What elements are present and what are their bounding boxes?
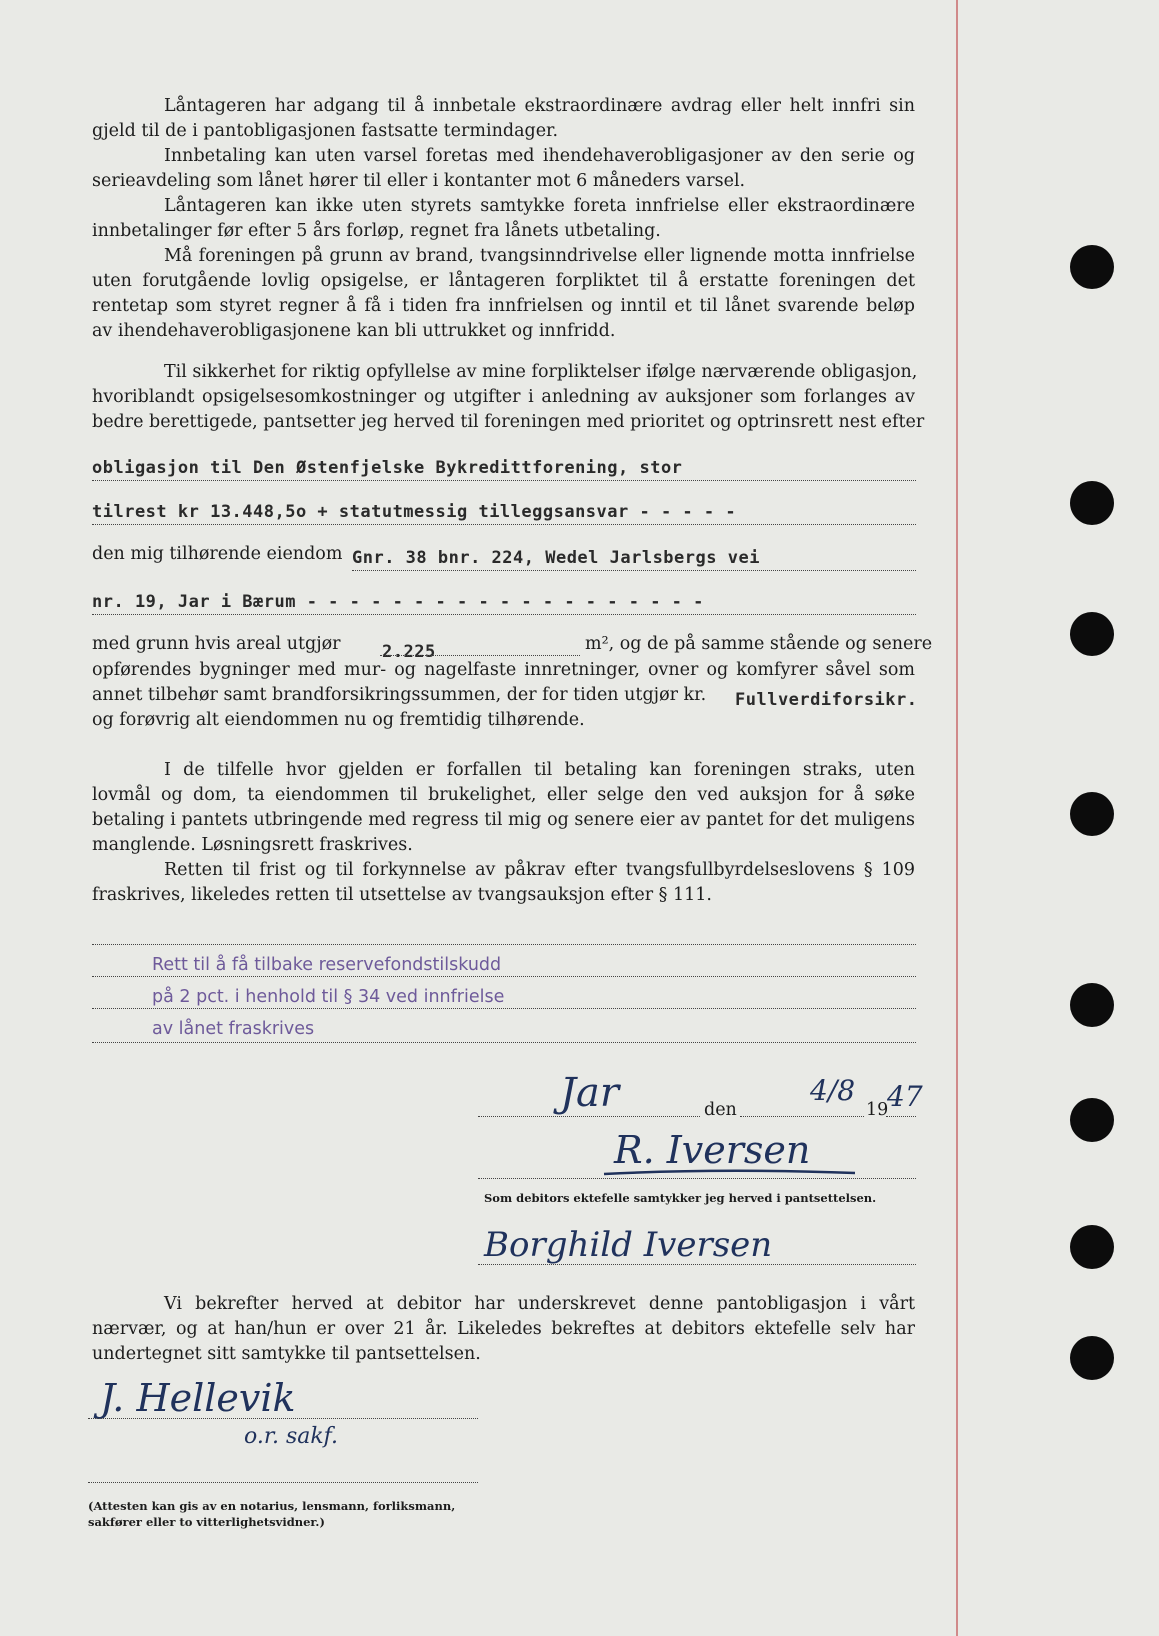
punch-hole xyxy=(1070,481,1114,525)
text-line: Innbetaling kan uten varsel foretas med ihendehaverobligasjoner av den serie og xyxy=(164,146,915,166)
dotted-fill-line xyxy=(478,1264,916,1265)
note-line: sakfører eller to vitterlighetsvidner.) xyxy=(88,1515,325,1529)
dotted-fill-line xyxy=(88,1418,478,1419)
text-line: nærvær, og at han/hun er over 21 år. Likeledes bekreftes at debitors ektefelle selv har xyxy=(92,1319,915,1339)
punch-hole xyxy=(1070,1098,1114,1142)
margin-rule xyxy=(956,0,958,1636)
text-line: gjeld til de i pantobligasjonen fastsatte termindager. xyxy=(92,121,559,141)
typed-area-value: 2.225 xyxy=(382,642,436,662)
dotted-fill-line xyxy=(352,570,916,571)
punch-hole xyxy=(1070,1225,1114,1269)
stamp-line: Rett til å få tilbake reservefondstilskudd xyxy=(152,955,502,975)
date-den-label: den xyxy=(704,1100,737,1120)
dotted-fill-line xyxy=(740,1116,864,1117)
text-line: Låntageren kan ikke uten styrets samtykke foreta innfrielse eller ekstraordinære xyxy=(164,196,915,216)
dotted-fill-line xyxy=(92,1008,916,1009)
attest-note xyxy=(88,1498,455,1530)
text-line: innbetalinger før efter 5 års forløp, regnet fra lånets utbetaling. xyxy=(92,221,661,241)
spouse-signature: Borghild Iversen xyxy=(484,1225,773,1265)
paragraph-default-remedies xyxy=(92,758,915,858)
typed-insurance-value: Fullverdiforsikr. xyxy=(735,690,918,710)
area-unit-text: m², og de på samme stående og senere xyxy=(585,634,933,654)
stamp-line: av lånet fraskrives xyxy=(152,1019,315,1039)
text-line: og forøvrig alt eiendommen nu og fremtidig tilhørende. xyxy=(92,710,585,730)
text-line: rentetap som styret regner å få i tiden fra innfrielsen og inntil et til lånet svarende beløp xyxy=(92,296,915,316)
reserve-fund-stamp xyxy=(152,949,504,1045)
dotted-fill-line xyxy=(88,1482,478,1483)
debtor-signature: R. Iversen xyxy=(614,1128,811,1172)
punch-hole xyxy=(1070,792,1114,836)
witness-signature: J. Hellevik xyxy=(100,1376,296,1420)
typed-prior-obligation-line1: obligasjon til Den Østenfjelske Bykredittforening, stor xyxy=(92,458,683,478)
text-line: Vi bekrefter herved at debitor har underskrevet denne pantobligasjon i vårt xyxy=(164,1294,915,1314)
text-line: fraskrives, likeledes retten til utsettelse av tvangsauksjon efter § 111. xyxy=(92,885,712,905)
punch-hole xyxy=(1070,612,1114,656)
property-label: den mig tilhørende eiendom xyxy=(92,544,343,564)
dotted-fill-line xyxy=(92,614,916,615)
spouse-consent-text: Som debitors ektefelle samtykker jeg herved i pantsettelsen. xyxy=(484,1191,877,1205)
text-line: uten forutgående lovlig opsigelse, er låntageren forpliktet til å erstatte foreningen det xyxy=(92,271,915,291)
dotted-fill-line xyxy=(478,1116,700,1117)
paragraph-property-remainder xyxy=(92,708,915,733)
text-line: undertegnet sitt samtykke til pantsettelsen. xyxy=(92,1344,481,1364)
typed-prior-obligation-line2: tilrest kr 13.448,5o + statutmessig tilleggsansvar - - - - - xyxy=(92,502,737,522)
dotted-fill-line xyxy=(92,976,916,977)
paragraph-witness-confirmation xyxy=(92,1292,915,1367)
punch-hole xyxy=(1070,1336,1114,1380)
note-line: (Attesten kan gis av en notarius, lensmann, forliksmann, xyxy=(88,1499,456,1513)
typed-property-line1: Gnr. 38 bnr. 224, Wedel Jarlsbergs vei xyxy=(352,548,760,568)
text-line: hvoriblandt opsigelsesomkostninger og utgifter i anledning av auksjoner som forlanges av xyxy=(92,387,915,407)
paragraph-interest-loss xyxy=(92,244,915,344)
text-line: Låntageren har adgang til å innbetale ekstraordinære avdrag eller helt innfri sin xyxy=(164,96,915,116)
paragraph-extraordinary-payments xyxy=(92,94,915,144)
stamp-line: på 2 pct. i henhold til § 34 ved innfrielse xyxy=(152,987,505,1007)
dotted-fill-line xyxy=(478,1178,916,1179)
typed-property-line2: nr. 19, Jar i Bærum - - - - - - - - - - - - - - - - - - - xyxy=(92,592,704,612)
signature-year: 47 xyxy=(887,1080,923,1113)
text-line: Må foreningen på grunn av brand, tvangsinndrivelse eller lignende motta innfrielse xyxy=(164,246,915,266)
punch-hole xyxy=(1070,245,1114,289)
text-line: Til sikkerhet for riktig opfyllelse av mine forpliktelser ifølge nærværende obligasjon, xyxy=(164,362,918,382)
paragraph-security-pledge xyxy=(92,360,925,435)
text-line: serieavdeling som lånet hører til eller i kontanter mot 6 måneders varsel. xyxy=(92,171,746,191)
dotted-fill-line xyxy=(92,944,916,945)
paragraph-board-consent xyxy=(92,194,915,244)
witness-title: o.r. sakf. xyxy=(244,1424,339,1449)
dotted-fill-line xyxy=(92,480,916,481)
dotted-fill-line xyxy=(92,524,916,525)
text-line: I de tilfelle hvor gjelden er forfallen til betaling kan foreningen straks, uten xyxy=(164,760,915,780)
text-line: betaling i pantets utbringende med regress til mig og senere eier av pantet for det muligens xyxy=(92,810,915,830)
dotted-fill-line xyxy=(380,655,580,656)
text-line: annet tilbehør samt brandforsikringssummen, der for tiden utgjør kr. xyxy=(92,685,707,705)
text-line: bedre berettigede, pantsetter jeg herved til foreningen med prioritet og optrinsrett nest efter xyxy=(92,412,925,432)
signature-date: 4/8 xyxy=(810,1074,856,1107)
text-line: av ihendehaverobligasjonene kan bli uttrukket og innfridd. xyxy=(92,321,616,341)
text-line: lovmål og dom, ta eiendommen til brukelighet, eller selge den ved auksjon for å søke xyxy=(92,785,915,805)
paragraph-payment-by-bonds xyxy=(92,144,915,194)
year-prefix: 19 xyxy=(866,1100,889,1120)
area-label: med grunn hvis areal utgjør xyxy=(92,634,341,654)
text-line: Retten til frist og til forkynnelse av påkrav efter tvangsfullbyrdelseslovens § 109 xyxy=(164,860,915,880)
text-line: manglende. Løsningsrett fraskrives. xyxy=(92,835,413,855)
paragraph-enforcement-waiver xyxy=(92,858,915,908)
punch-hole xyxy=(1070,983,1114,1027)
text-line: opførendes bygninger med mur- og nagelfaste innretninger, ovner og komfyrer såvel som xyxy=(92,660,915,680)
dotted-fill-line xyxy=(886,1116,916,1117)
signature-place: Jar xyxy=(560,1070,620,1116)
dotted-fill-line xyxy=(92,1042,916,1043)
